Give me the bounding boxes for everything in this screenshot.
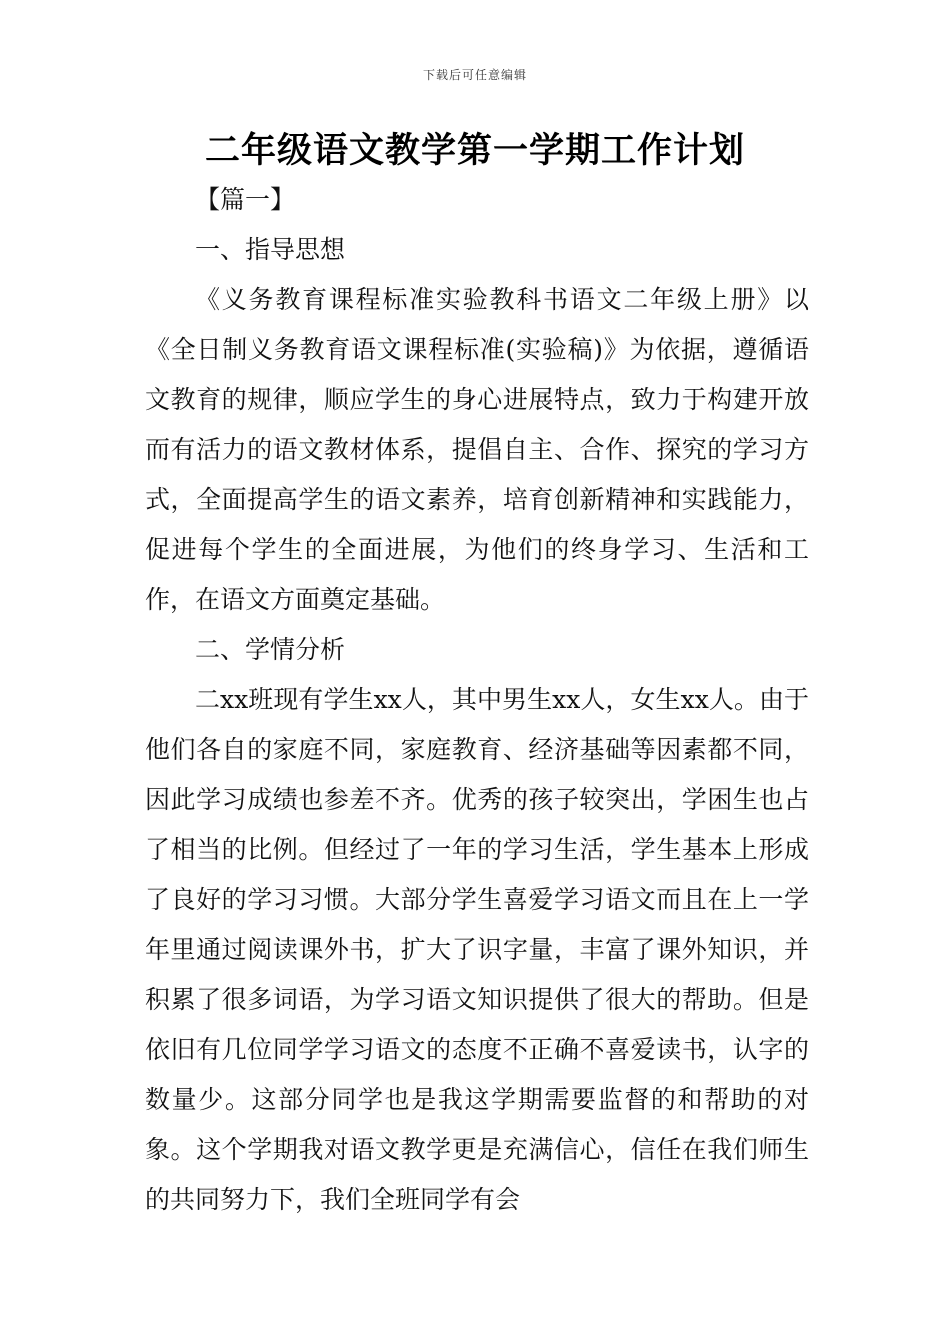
section-heading-student-analysis: 二、学情分析 (195, 635, 346, 664)
section-heading-guiding-ideology: 一、指导思想 (195, 235, 346, 264)
document-title: 二年级语文教学第一学期工作计划 (204, 130, 745, 171)
paragraph-guiding-ideology: 《义务教育课程标准实验教科书语文二年级上册》以《全日制义务教育语文课程标准(实验稿)》为依据，遵循语文教育的规律，顺应学生的身心进展特点，致力于构建开放而有活力的语文教材体系，提倡自主、合作、探究的学习方式，全面提高学生的语文素养，培育创新精神和实践能力，促进每个学生的全面进展，为他们的终身学习、生活和工作，在语文方面奠定基础。 (145, 285, 809, 614)
paragraph-student-analysis: 二xx班现有学生xx人，其中男生xx人，女生xx人。由于他们各自的家庭不同，家庭教育、经济基础等因素都不同，因此学习成绩也参差不齐。优秀的孩子较突出，学困生也占了相当的比例。但经过了一年的学习生活，学生基本上形成了良好的学习习惯。大部分学生喜爱学习语文而且在上一学年里通过阅读课外书，扩大了识字量，丰富了课外知识，并积累了很多词语，为学习语文知识提供了很大的帮助。但是依旧有几位同学学习语文的态度不正确不喜爱读书，认字的数量少。这部分同学也是我这学期需要监督的和帮助的对象。这个学期我对语文教学更是充满信心，信任在我们师生的共同努力下，我们全班同学有会 (145, 685, 809, 1214)
document-body (145, 175, 809, 1225)
section-marker: 【篇一】 (195, 185, 296, 214)
header-note: 下载后可任意编辑 (422, 68, 527, 82)
